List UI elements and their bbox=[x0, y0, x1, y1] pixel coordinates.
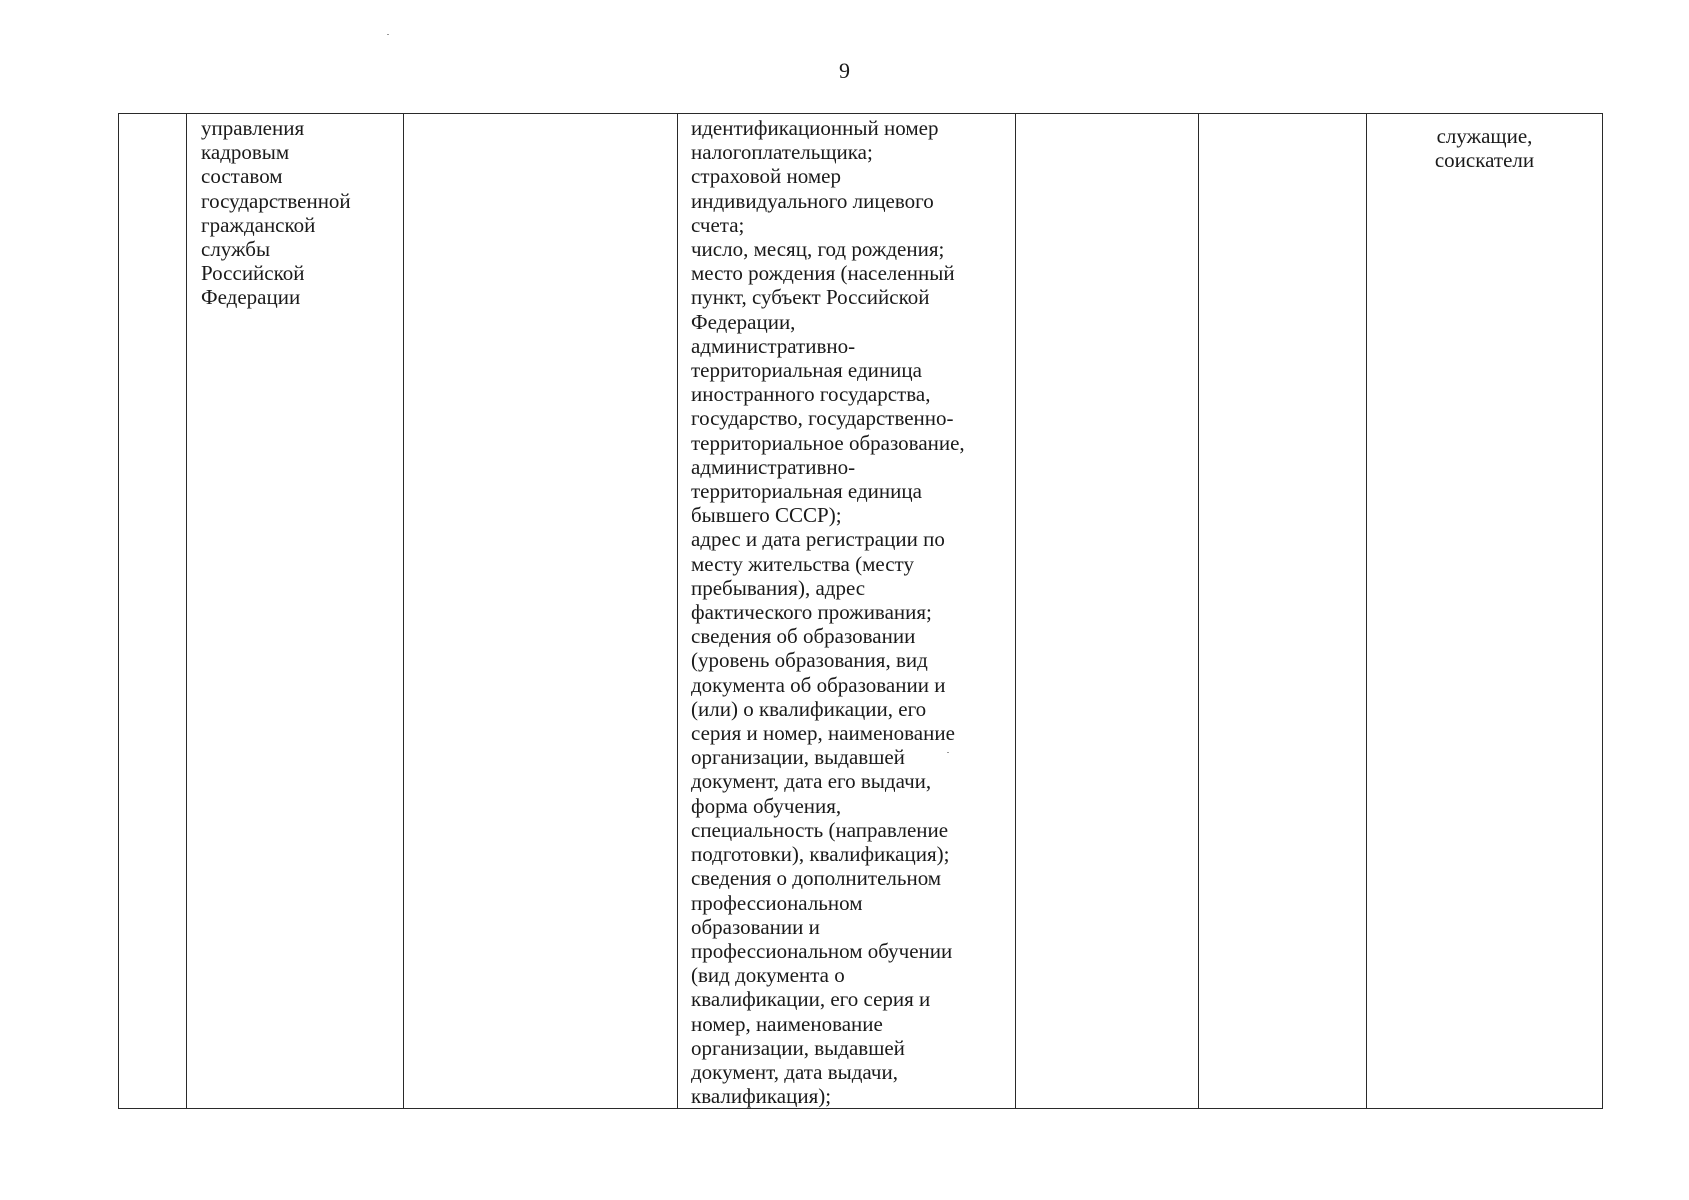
page-number: 9 bbox=[839, 58, 850, 83]
scan-speck bbox=[387, 34, 389, 35]
table-cell-system-name bbox=[187, 114, 404, 1109]
cell-text: служащие, соискатели bbox=[1434, 124, 1535, 173]
table-cell-empty bbox=[1199, 114, 1367, 1109]
table-cell-empty bbox=[404, 114, 678, 1109]
cell-text: управления кадровым составом государственной гражданской службы Российской Федерации bbox=[201, 116, 351, 310]
table-row bbox=[119, 114, 1603, 1109]
table-cell-empty bbox=[1016, 114, 1199, 1109]
cell-text: идентификационный номер налогоплательщика; страховой номер индивидуального лицевого счета; число, месяц, год рождения; место рождения (населенный пункт, субъект Российской Федерации, административно- территориальная единица иностранного государства, государство, государственно- территориальное образование, административно- территориальная единица бывшего СССР); адрес и дата регистрации по месту жительства (месту пребывания), адрес фактического проживания; сведения об образовании (уровень образования, вид документа об образовании и (или) о квалификации, его серия и номер, наименование организации, выдавшей документ, дата его выдачи, форма обучения, специальность (направление подготовки), квалификация); сведения о дополнительном профессиональном образовании и профессиональном обучении (вид документа о квалификации, его серия и номер, наименование организации, выдавшей документ, дата выдачи, квалификация); bbox=[691, 116, 965, 1109]
table-cell-subjects bbox=[1367, 114, 1603, 1109]
table-cell-personal-data-list bbox=[678, 114, 1016, 1109]
table-cell-number bbox=[119, 114, 187, 1109]
data-table bbox=[118, 113, 1603, 1109]
